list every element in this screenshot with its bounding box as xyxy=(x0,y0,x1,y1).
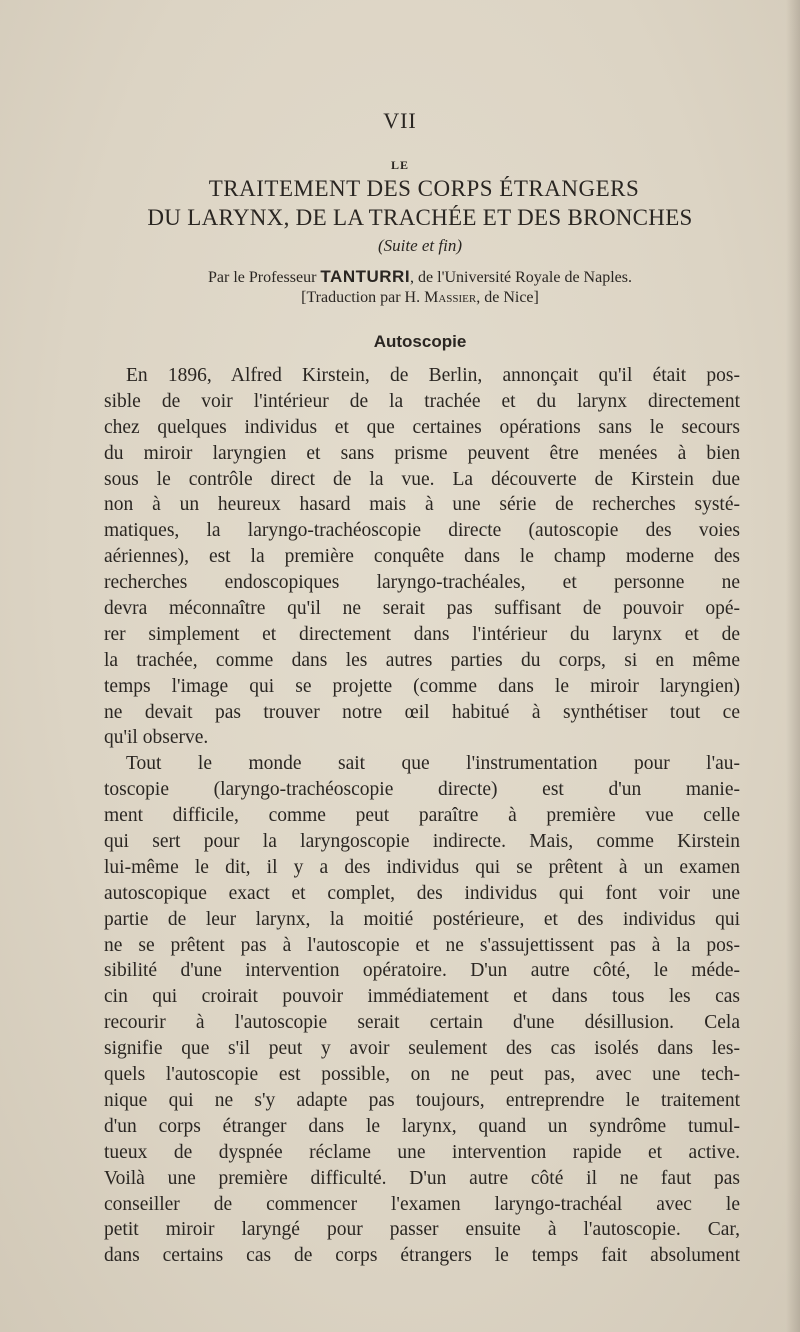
text-line: du miroir laryngien et sans prisme peuvent être menées à bien xyxy=(104,442,740,464)
text-line: sible de voir l'intérieur de la trachée et du larynx directement xyxy=(104,390,740,412)
title-line-1: TRAITEMENT DES CORPS ÉTRANGERS xyxy=(208,176,640,201)
text-line: d'un corps étranger dans le larynx, quand un syndrôme tumul- xyxy=(104,1115,740,1137)
translation-suffix: , de Nice] xyxy=(476,289,539,306)
text-line: ne se prêtent pas à l'autoscopie et ne s'assujettissent pas à la pos- xyxy=(104,934,740,956)
text-line: sous le contrôle direct de la vue. La découverte de Kirstein due xyxy=(104,468,740,490)
text-line: dans certains cas de corps étrangers le temps fait absolument xyxy=(104,1245,740,1267)
text-line: sibilité d'une intervention opératoire. D'un autre côté, le méde- xyxy=(104,960,740,982)
author-name: TANTURRI xyxy=(320,267,411,286)
text-line: rer simplement et directement dans l'intérieur du larynx et de xyxy=(104,623,740,645)
text-line: autoscopique exact et complet, des individus qui font voir une xyxy=(104,882,740,904)
text-line: lui-même le dit, il y a des individus qui se prêtent à un examen xyxy=(104,856,740,878)
text-line: cin qui croirait pouvoir immédiatement et dans tous les cas xyxy=(104,986,740,1008)
section-title: Autoscopie xyxy=(373,332,467,351)
text-line: non à un heureux hasard mais à une série de recherches systé- xyxy=(104,494,740,516)
text-line: toscopie (laryngo-trachéoscopie directe) est d'un manie- xyxy=(104,779,740,801)
chapter-number: VII xyxy=(383,108,417,133)
text-line: chez quelques individus et que certaines opérations sans le secours xyxy=(104,416,740,438)
text-line: qui sert pour la laryngoscopie indirecte. Mais, comme Kirstein xyxy=(104,831,740,853)
text-line: aériennes), est la première conquête dans le champ moderne des xyxy=(104,546,740,568)
translator-name: Massier xyxy=(424,289,477,306)
text-line: Voilà une première difficulté. D'un autre côté il ne faut pas xyxy=(104,1167,740,1189)
author-line xyxy=(0,267,800,287)
text-line: ment difficile, comme peut paraître à première vue celle xyxy=(104,805,740,827)
text-line: la trachée, comme dans les autres parties du corps, si en même xyxy=(104,649,740,671)
text-line: conseiller de commencer l'examen laryngo-trachéal avec le xyxy=(104,1193,740,1215)
text-line: Tout le monde sait que l'instrumentation pour l'au- xyxy=(126,753,740,775)
title-line-2: DU LARYNX, DE LA TRACHÉE ET DES BRONCHES xyxy=(147,205,693,230)
text-line: recherches endoscopiques laryngo-trachéales, et personne ne xyxy=(104,572,740,594)
text-line: devra méconnaître qu'il ne serait pas suffisant de pouvoir opé- xyxy=(104,598,740,620)
subtitle-suite: (Suite et fin) xyxy=(377,236,463,255)
text-line: En 1896, Alfred Kirstein, de Berlin, annonçait qu'il était pos- xyxy=(126,365,740,386)
text-line: matiques, la laryngo-trachéoscopie directe (autoscopie des voies xyxy=(104,520,740,542)
text-line: qu'il observe. xyxy=(104,727,209,749)
body-text xyxy=(104,363,740,1269)
translation-prefix: [Traduction par H. xyxy=(301,289,425,306)
text-line: quels l'autoscopie est possible, on ne peut pas, avec une tech- xyxy=(104,1064,740,1086)
text-line: recourir à l'autoscopie serait certain d'une désillusion. Cela xyxy=(104,1012,740,1034)
author-prefix: Par le Professeur xyxy=(208,269,317,286)
text-line: tueux de dyspnée réclame une intervention rapide et active. xyxy=(104,1141,740,1163)
text-line: petit miroir laryngé pour passer ensuite à l'autoscopie. Car, xyxy=(104,1219,740,1241)
text-line: signifie que s'il peut y avoir seulement des cas isolés dans les- xyxy=(104,1038,740,1060)
text-line: partie de leur larynx, la moitié postérieure, et des individus qui xyxy=(104,908,740,930)
translation-line xyxy=(0,289,800,307)
text-line: temps l'image qui se projette (comme dans le miroir laryngien) xyxy=(104,675,740,697)
text-line: nique qui ne s'y adapte pas toujours, entreprendre le traitement xyxy=(104,1089,740,1111)
text-line: ne devait pas trouver notre œil habitué à synthétiser tout ce xyxy=(104,701,740,723)
title-article: LE xyxy=(390,158,409,172)
author-suffix: , de l'Université Royale de Naples. xyxy=(410,269,632,286)
